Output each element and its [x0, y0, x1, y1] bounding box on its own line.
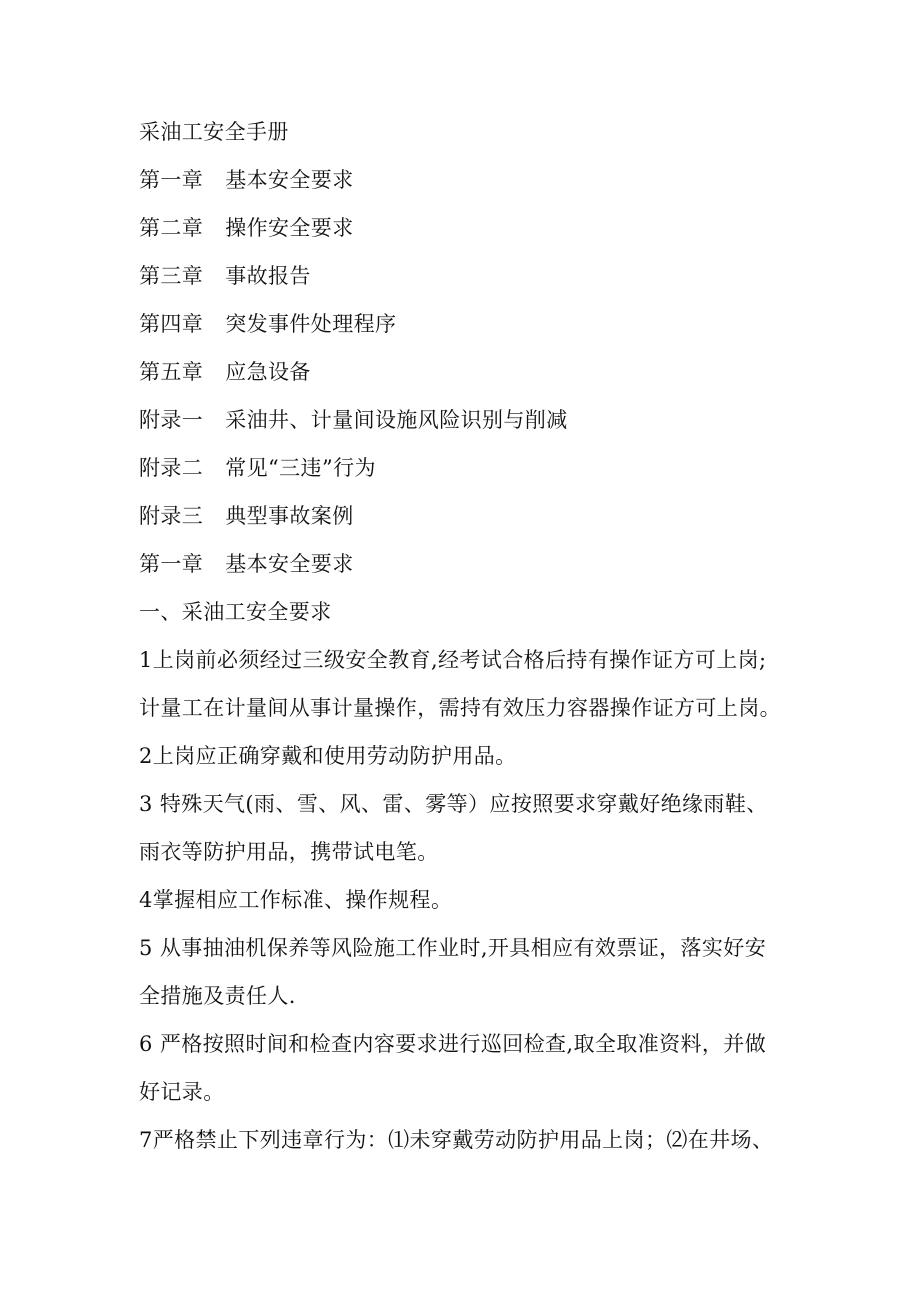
toc-entry-text: 事故报告: [225, 264, 311, 288]
chapter-number: 第一章: [139, 552, 204, 576]
toc-entry-4: [139, 309, 799, 339]
document-title: 采油工安全手册: [139, 120, 289, 144]
body-line: 4掌握相应工作标准、操作规程。: [139, 888, 453, 912]
toc-entry-number: 第一章: [139, 168, 204, 192]
toc-entry-text: 基本安全要求: [225, 168, 354, 192]
body-line: 好记录。: [139, 1080, 225, 1104]
body-line: 3 特殊天气(雨、雪、风、雷、雾等）应按照要求穿戴好绝缘雨鞋、: [139, 792, 768, 816]
toc-entry-text: 常见“三违”行为: [225, 456, 376, 480]
toc-entry-text: 应急设备: [225, 360, 311, 384]
toc-entry-number: 第二章: [139, 216, 204, 240]
toc-entry-8: [139, 501, 799, 531]
toc-entry-3: [139, 261, 799, 291]
body-line: 计量工在计量间从事计量操作，需持有效压力容器操作证方可上岗。: [139, 696, 781, 720]
toc-entry-1: [139, 165, 799, 195]
body-line: 7严格禁止下列违章行为：⑴未穿戴劳动防护用品上岗；⑵在井场、: [139, 1128, 774, 1152]
body-line: 全措施及责任人.: [139, 984, 296, 1008]
body-line: 1上岗前必须经过三级安全教育,经考试合格后持有操作证方可上岗;: [139, 648, 767, 672]
toc-entry-number: 第三章: [139, 264, 204, 288]
body-line: 2上岗应正确穿戴和使用劳动防护用品。: [139, 744, 517, 768]
toc-entry-text: 采油井、计量间设施风险识别与削减: [225, 408, 568, 432]
toc-entry-text: 操作安全要求: [225, 216, 354, 240]
section-heading: 一、采油工安全要求: [139, 600, 332, 624]
body-line: 6 严格按照时间和检查内容要求进行巡回检查,取全取准资料，并做: [139, 1032, 767, 1056]
toc-entry-number: 附录一: [139, 408, 204, 432]
toc-entry-number: 第四章: [139, 312, 204, 336]
toc-entry-number: 附录二: [139, 456, 204, 480]
toc-entry-5: [139, 357, 799, 387]
toc-entry-7: [139, 453, 799, 483]
body-line: 5 从事抽油机保养等风险施工作业时,开具相应有效票证，落实好安: [139, 936, 767, 960]
body-line: 雨衣等防护用品，携带试电笔。: [139, 840, 439, 864]
toc-entry-number: 第五章: [139, 360, 204, 384]
toc-entry-2: [139, 213, 799, 243]
toc-entry-6: [139, 405, 799, 435]
toc-entry-number: 附录三: [139, 504, 204, 528]
chapter-title: 基本安全要求: [225, 552, 354, 576]
toc-entry-text: 典型事故案例: [225, 504, 354, 528]
toc-entry-text: 突发事件处理程序: [225, 312, 397, 336]
chapter-heading: [139, 549, 799, 579]
